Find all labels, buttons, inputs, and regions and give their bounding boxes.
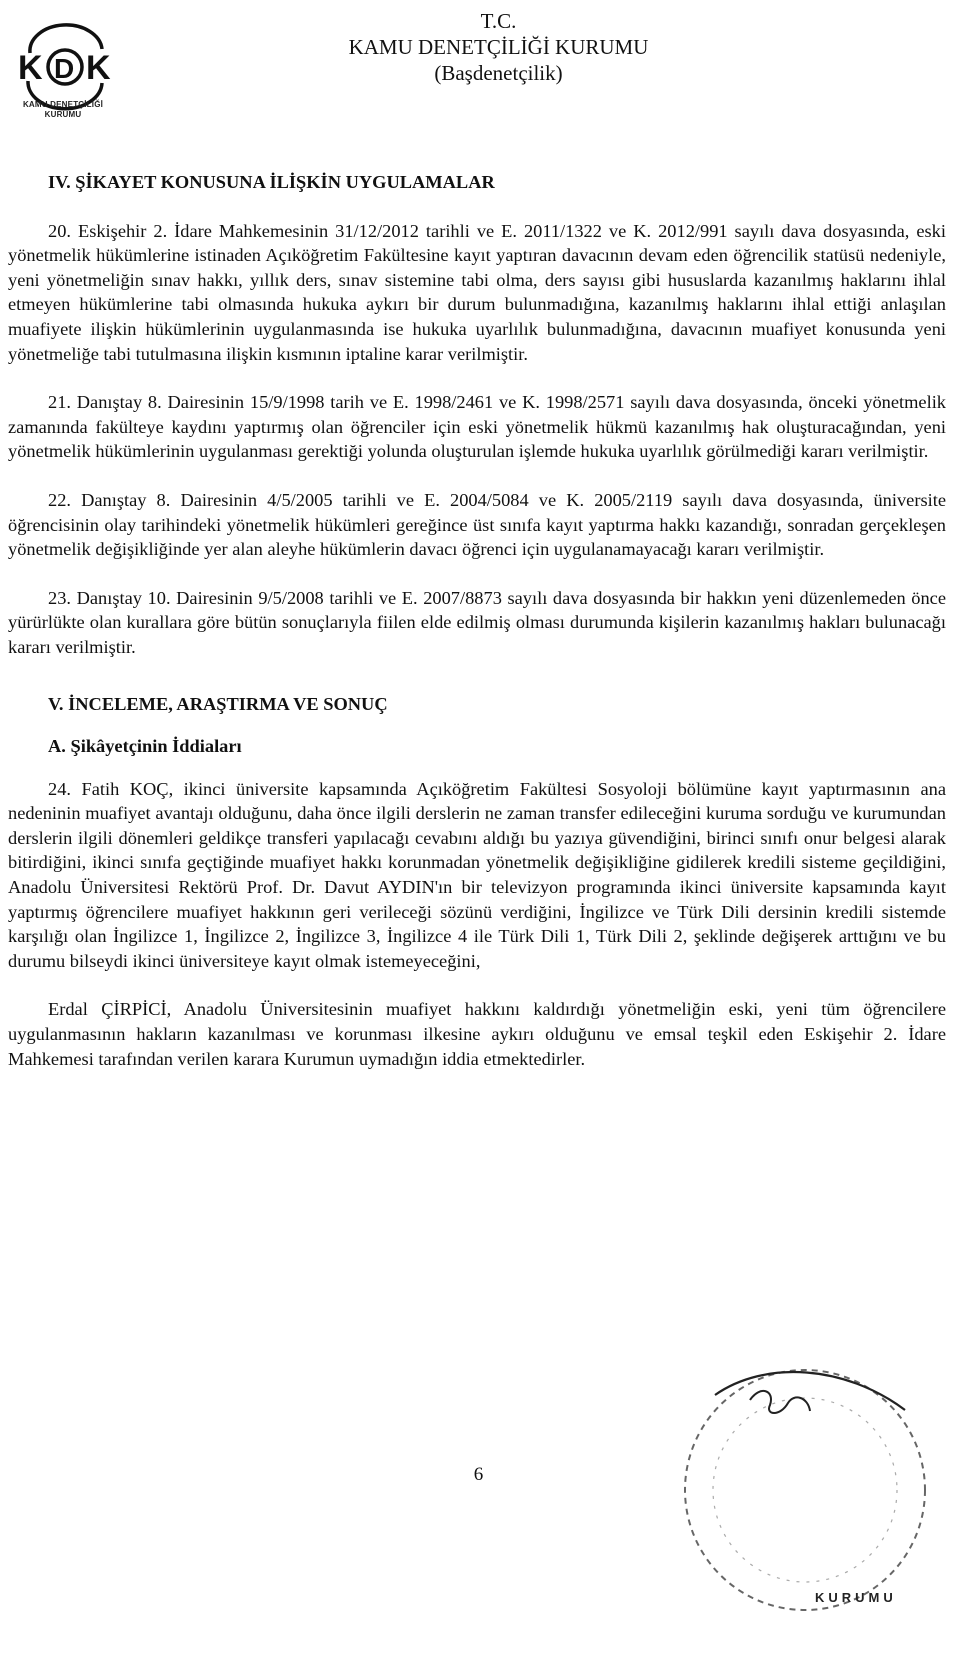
paragraph-23: 23. Danıştay 10. Dairesinin 9/5/2008 tarihli ve E. 2007/8873 sayılı dava dosyasında bir hakkın yeni düzenlemeden önce yürürlükte olan kurallara göre bütün sonuçlarıyla fiilen elde edilmiş olması durumunda kişilerin kazanılmış hakları bulunacağı kararı verilmiştir. xyxy=(8,587,946,657)
paragraph-24-continued: Erdal ÇİRPİCİ, Anadolu Üniversitesinin muafiyet hakkını kaldırdığı yönetmeliğin eski, yeni tüm öğrencilere uygulanmasının hakların kazanılması ve korunması ilkesine aykırı olduğunu ve emsal teşkil eden Eskişehir 2. İdare Mahkemesi tarafından verilen karara Kurumun uymadığın iddia etmektedirler. xyxy=(8,999,946,1069)
stamp-text: KURUMU xyxy=(815,1590,897,1605)
paragraph-20: 20. Eskişehir 2. İdare Mahkemesinin 31/12/2012 tarihli ve E. 2011/1322 ve K. 2012/991 sayılı dava dosyasında, eski yönetmelik hükümlerine istinaden Açıköğretim Fakültesine kayıt yaptıran davacının devam eden öğrencilik statüsü nedeniyle, yeni yönetmeliğin sınav hakkı, yıllık ders, sınav sistemine tabi olma, ders sayısı gibi hususlarda kazanılmış haklarını ihlal etmeyen hükümlerine tabi olmasında hukuka aykırı bir durum bulunmadığına, kazanılmış haklarını ihlal ettiği anlaşılan muafiyete ilişkin hükümlerinin uygulanmasında ise hukuka uyarlılık bulunmadığına, davacının muafiyet konusunda yeni yönetmeliğe tabi tutulmasına ilişkin kısmının iptaline karar verilmiştir. xyxy=(8,220,946,364)
logo-caption-line2: KURUMU xyxy=(44,110,82,119)
document-header xyxy=(0,8,957,86)
logo-letter-d: D xyxy=(54,53,75,84)
paragraph-21: 21. Danıştay 8. Dairesinin 15/9/1998 tarih ve E. 1998/2461 ve K. 1998/2571 sayılı dava dosyasında, önceki yönetmelik zamanında fakülteye kaydını yaptırmış olan öğrenciler için eski yönetmelik hükmü kazanılmış hak oluşturacağından, yeni yönetmelik hükümlerinin uygulanması gerektiği yolunda oluşturulan işlemde hukuka uyarlılık görülmediği kararı verilmiştir. xyxy=(8,392,946,462)
document-body xyxy=(8,170,946,1071)
header-line-tc: T.C. xyxy=(480,9,517,33)
logo-caption-line1: KAMU DENETÇİLİĞİ xyxy=(22,100,104,109)
paragraph-24: 24. Fatih KOÇ, ikinci üniversite kapsamında Açıköğretim Fakültesi Sosyoloji bölümüne kayıt yaptırmasının ana nedeninin muafiyet avantajı olduğunu, daha önce ilgili derslerin ne zaman transfer edileceğini kuruma sorduğu ve kurumundan derslerin ilgili dönemleri geldikçe transferi yapılacağı cevabını aldığı bu yazıya güvendiğini, birinci sınıfı onur belgesi alarak bitirdiğini, ikinci sınıfa geçtiğinde muafiyet hakkı korunmadan yönetmelik değişikliğine gidilerek kredili sisteme geçildiğini, Anadolu Üniversitesi Rektörü Prof. Dr. Davut AYDIN'ın bir televizyon programında ikinci üniversite kapsamında kayıt yaptırmış öğrencilere muafiyet hakkının geri verileceği sözünü verdiğini, İngilizce ve Türk Dili dersinin kredili sistemde karşılığı olan İngilizce 1, İngilizce 2, İngilizce 3, İngilizce 4 ile Türk Dili 1, Türk Dili 2, şeklinde değişerek arttığını ve bu durumu bilseydi ikinci üniversiteye kayıt olmak istemeyeceğini, xyxy=(8,778,946,971)
header-line-institution: KAMU DENETÇİLİĞİ KURUMU xyxy=(348,35,649,59)
section-5-title: V. İNCELEME, ARAŞTIRMA VE SONUÇ xyxy=(48,693,388,714)
paragraph-22: 22. Danıştay 8. Dairesinin 4/5/2005 tarihli ve E. 2004/5084 ve K. 2005/2119 sayılı dava dosyasında, üniversite öğrencisinin olay tarihindeki yönetmelik hükümleri gereğince üst sınıfa kayıt yaptırma hakkı kazandığı, sonradan gerçekleşen yönetmelik değişikliğinde yer alan aleyhe hükümlerin davacı öğrenci için uygulanamayacağı kararı verilmiştir. xyxy=(8,489,946,560)
section-5a-subtitle: A. Şikâyetçinin İddiaları xyxy=(48,736,242,757)
logo-letter-k-left: K xyxy=(18,49,43,87)
official-stamp xyxy=(655,1340,945,1640)
section-4-title: IV. ŞİKAYET KONUSUNA İLİŞKİN UYGULAMALAR xyxy=(48,172,495,192)
logo-caption xyxy=(8,100,118,120)
logo-letter-k-right: K xyxy=(86,49,111,87)
header-line-department: (Başdenetçilik) xyxy=(434,61,563,85)
page-number: 6 xyxy=(473,1464,484,1485)
